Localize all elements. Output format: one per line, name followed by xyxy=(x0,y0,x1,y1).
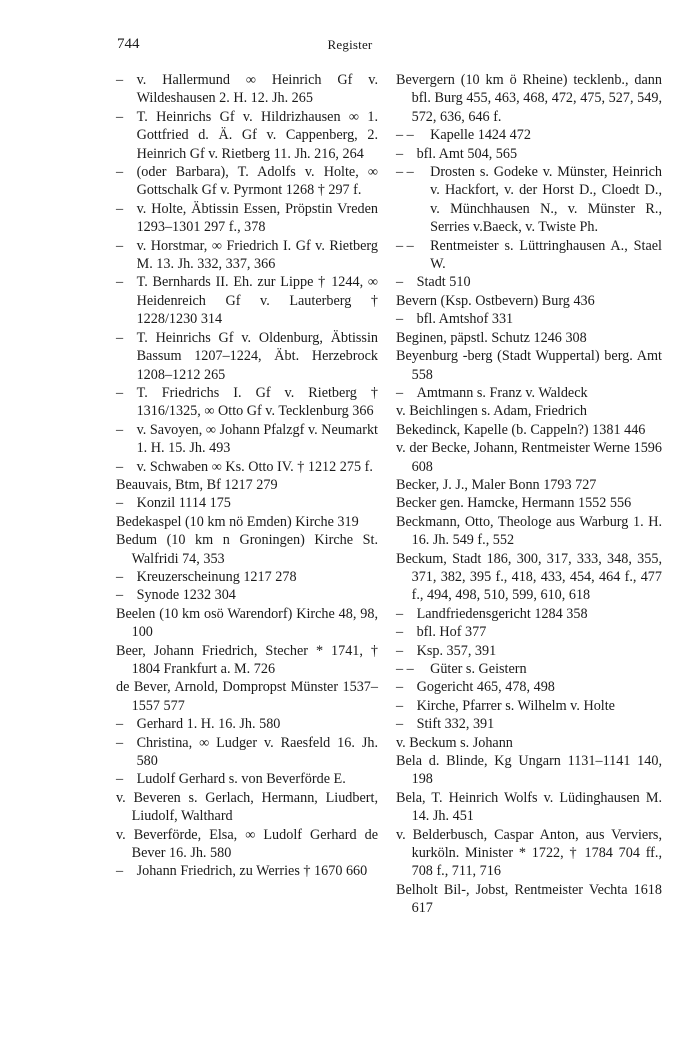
index-entry xyxy=(116,531,378,568)
index-entry xyxy=(396,678,662,696)
index-entry-text: v. Belderbusch, Caspar Anton, aus Verviers, kurköln. Minister * 1722, † 1784 704 ff., 708 f., 711, 716 xyxy=(396,826,662,880)
continuation-dash: – xyxy=(396,311,404,328)
continuation-dash: – xyxy=(116,568,124,585)
continuation-dash: – xyxy=(116,237,124,254)
index-entry xyxy=(396,292,662,310)
index-entry-text: Drosten s. Godeke v. Münster, Heinrich v. Hackfort, v. der Horst D., Cloedt D., v. Münchhausen N., v. Münster R., Serries v.Baeck, v. Twiste Ph. xyxy=(430,164,662,236)
index-entry-text: Becker gen. Hamcke, Hermann 1552 556 xyxy=(396,495,632,512)
index-entry xyxy=(396,550,662,605)
index-entry xyxy=(116,237,378,274)
index-entry-text: v. Horstmar, ∞ Friedrich I. Gf v. Rietberg M. 13. Jh. 332, 337, 366 xyxy=(136,237,378,273)
index-entry xyxy=(116,458,378,476)
index-entry-text: Kirche, Pfarrer s. Wilhelm v. Holte xyxy=(416,697,615,714)
index-entry-text: v. Beveren s. Gerlach, Hermann, Liudbert, Liudolf, Walthard xyxy=(116,789,378,825)
continuation-dash: – xyxy=(116,72,124,88)
continuation-dash: – – xyxy=(396,661,414,677)
continuation-dash: – xyxy=(116,734,124,751)
index-entry xyxy=(396,402,662,420)
index-entry-text: bfl. Amt 504, 565 xyxy=(416,145,518,162)
index-column-left xyxy=(116,71,378,881)
index-entry-text: Beyenburg -berg (Stadt Wuppertal) berg. Amt 558 xyxy=(396,348,662,383)
index-entry-text: Ksp. 357, 391 xyxy=(416,642,497,659)
index-entry xyxy=(396,623,662,641)
index-entry xyxy=(116,770,378,788)
index-entry-text: Landfriedensgericht 1284 358 xyxy=(416,605,588,622)
index-entry xyxy=(396,715,662,733)
index-entry-text: Konzil 1114 175 xyxy=(136,495,231,512)
index-entry-text: v. Beverförde, Elsa, ∞ Ludolf Gerhard de Bever 16. Jh. 580 xyxy=(116,826,378,862)
continuation-dash: – xyxy=(116,863,124,880)
index-entry xyxy=(116,862,378,880)
index-entry-text: v. Savoyen, ∞ Johann Pfalzgf v. Neumarkt 1. H. 15. Jh. 493 xyxy=(136,421,378,457)
index-entry-text: Kapelle 1424 472 xyxy=(430,127,531,144)
continuation-dash: – xyxy=(116,108,124,125)
index-entry-text: Beer, Johann Friedrich, Stecher * 1741, † 1804 Frankfurt a. M. 726 xyxy=(116,642,378,677)
index-entry-text: bfl. Hof 377 xyxy=(416,624,487,641)
index-entry xyxy=(396,494,662,512)
continuation-dash: – xyxy=(116,716,124,733)
index-entry-text: T. Bernhards II. Eh. zur Lippe † 1244, ∞ Heidenreich Gf v. Lauterberg † 1228/1230 314 xyxy=(136,274,378,328)
index-entry xyxy=(116,273,378,328)
index-entry-text: Johann Friedrich, zu Werries † 1670 660 xyxy=(136,863,368,880)
index-entry xyxy=(116,108,378,163)
index-entry xyxy=(396,384,662,402)
index-entry-text: v. Holte, Äbtissin Essen, Pröpstin Vreden 1293–1301 297 f., 378 xyxy=(136,200,378,236)
index-entry-text: v. Schwaben ∞ Ks. Otto IV. † 1212 275 f. xyxy=(136,458,373,475)
index-entry-text: T. Heinrichs Gf v. Oldenburg, Äbtissin Bassum 1207–1224, Äbt. Herzebrock 1208–1212 265 xyxy=(136,329,378,383)
continuation-dash: – xyxy=(396,605,404,622)
index-entry xyxy=(116,586,378,604)
index-entry xyxy=(116,789,378,826)
index-entry xyxy=(396,660,662,678)
index-entry-text: Stift 332, 391 xyxy=(416,716,495,733)
continuation-dash: – xyxy=(396,716,404,733)
continuation-dash: – xyxy=(396,697,404,714)
index-entry xyxy=(396,329,662,347)
index-entry xyxy=(116,421,378,458)
index-entry xyxy=(116,384,378,421)
index-entry-text: (oder Barbara), T. Adolfs v. Holte, ∞ Gottschalk Gf v. Pyrmont 1268 † 297 f. xyxy=(136,164,378,199)
index-entry-text: Beelen (10 km osö Warendorf) Kirche 48, 98, 100 xyxy=(116,605,378,641)
index-entry-text: Stadt 510 xyxy=(416,274,471,291)
continuation-dash: – xyxy=(116,164,124,181)
index-entry-text: Güter s. Geistern xyxy=(430,661,527,677)
index-entry xyxy=(116,715,378,733)
index-entry xyxy=(116,734,378,771)
index-entry xyxy=(116,200,378,237)
index-entry xyxy=(396,789,662,826)
index-entry xyxy=(116,71,378,108)
index-entry xyxy=(116,678,378,715)
continuation-dash: – – xyxy=(396,127,414,144)
index-entry-text: Becker, J. J., Maler Bonn 1793 727 xyxy=(396,476,597,493)
page-number: 744 xyxy=(117,36,140,52)
index-entry-text: Bekedinck, Kapelle (b. Cappeln?) 1381 446 xyxy=(396,421,646,438)
continuation-dash: – xyxy=(116,421,124,438)
index-entry-text: v. Beichlingen s. Adam, Friedrich xyxy=(396,403,587,420)
continuation-dash: – xyxy=(116,495,124,512)
continuation-dash: – xyxy=(396,274,404,291)
index-entry xyxy=(396,126,662,144)
continuation-dash: – xyxy=(396,679,404,696)
index-entry xyxy=(396,881,662,918)
index-entry xyxy=(396,347,662,384)
running-head: Register xyxy=(327,37,373,52)
index-entry-text: Amtmann s. Franz v. Waldeck xyxy=(416,384,588,401)
index-entry xyxy=(396,476,662,494)
index-entry xyxy=(116,513,378,531)
index-entry-text: Christina, ∞ Ludger v. Raesfeld 16. Jh. 580 xyxy=(136,734,378,770)
continuation-dash: – xyxy=(116,384,124,401)
index-entry xyxy=(116,642,378,679)
index-entry xyxy=(116,568,378,586)
index-entry xyxy=(396,513,662,550)
index-entry xyxy=(396,71,662,126)
continuation-dash: – – xyxy=(396,164,414,181)
index-entry xyxy=(396,734,662,752)
index-entry xyxy=(396,421,662,439)
index-entry xyxy=(396,826,662,881)
index-entry xyxy=(116,163,378,200)
index-entry-text: T. Friedrichs I. Gf v. Rietberg † 1316/1325, ∞ Otto Gf v. Tecklenburg 366 xyxy=(136,384,378,420)
continuation-dash: – xyxy=(396,624,404,641)
index-entry xyxy=(396,163,662,237)
index-entry-text: Bedum (10 km n Groningen) Kirche St. Walfridi 74, 353 xyxy=(116,532,378,567)
continuation-dash: – xyxy=(116,458,124,475)
index-entry-text: Rentmeister s. Lüttringhausen A., Stael W. xyxy=(430,237,662,273)
index-entry xyxy=(396,310,662,328)
index-entry xyxy=(116,476,378,494)
continuation-dash: – xyxy=(116,274,124,291)
index-entry xyxy=(396,605,662,623)
index-entry-text: Beginen, päpstl. Schutz 1246 308 xyxy=(396,329,587,346)
index-entry-text: Gerhard 1. H. 16. Jh. 580 xyxy=(136,716,281,733)
continuation-dash: – xyxy=(116,329,124,346)
index-entry-text: Gogericht 465, 478, 498 xyxy=(416,679,555,696)
index-entry-text: Beckum, Stadt 186, 300, 317, 333, 348, 355, 371, 382, 395 f., 418, 433, 454, 464 f., 477 f., 494, 498, 510, 599, 610, 618 xyxy=(396,550,662,604)
continuation-dash: – xyxy=(116,587,124,604)
continuation-dash: – xyxy=(396,145,404,162)
index-entry xyxy=(396,145,662,163)
index-entry xyxy=(116,826,378,863)
index-entry-text: Bedekaspel (10 km nö Emden) Kirche 319 xyxy=(116,513,359,530)
continuation-dash: – – xyxy=(396,237,414,254)
index-entry-text: Ludolf Gerhard s. von Beverförde E. xyxy=(136,771,346,788)
continuation-dash: – xyxy=(396,384,404,401)
index-entry-text: bfl. Amtshof 331 xyxy=(416,311,514,328)
continuation-dash: – xyxy=(116,771,124,788)
continuation-dash: – xyxy=(396,642,404,659)
index-entry xyxy=(396,752,662,789)
index-entry xyxy=(116,329,378,384)
index-entry xyxy=(116,605,378,642)
index-column-right xyxy=(396,71,662,918)
index-entry-text: Beckmann, Otto, Theologe aus Warburg 1. H. 16. Jh. 549 f., 552 xyxy=(396,513,662,549)
index-entry xyxy=(396,237,662,274)
continuation-dash: – xyxy=(116,200,124,217)
index-entry-text: T. Heinrichs Gf v. Hildrizhausen ∞ 1. Gottfried d. Ä. Gf v. Cappenberg, 2. Heinrich Gf v. Rietberg 11. Jh. 216, 264 xyxy=(136,108,378,162)
index-entry xyxy=(116,494,378,512)
index-entry-text: Bevern (Ksp. Ostbevern) Burg 436 xyxy=(396,292,595,309)
index-entry-text: v. Beckum s. Johann xyxy=(396,734,513,751)
index-entry xyxy=(396,642,662,660)
index-entry-text: Synode 1232 304 xyxy=(136,587,236,604)
index-entry xyxy=(396,439,662,476)
index-entry-text: Bela, T. Heinrich Wolfs v. Lüdinghausen M. 14. Jh. 451 xyxy=(396,789,662,825)
index-entry-text: de Bever, Arnold, Dompropst Münster 1537–1557 577 xyxy=(116,679,378,714)
index-entry xyxy=(396,697,662,715)
index-entry-text: Bevergern (10 km ö Rheine) tecklenb., dann bfl. Burg 455, 463, 468, 472, 475, 527, 549, 572, 636, 646 f. xyxy=(396,72,662,125)
index-entry xyxy=(396,273,662,291)
index-entry-text: v. der Becke, Johann, Rentmeister Werne 1596 608 xyxy=(396,440,662,475)
index-entry-text: v. Hallermund ∞ Heinrich Gf v. Wildeshausen 2. H. 12. Jh. 265 xyxy=(136,72,378,107)
index-entry-text: Beauvais, Btm, Bf 1217 279 xyxy=(116,476,278,493)
index-entry-text: Kreuzerscheinung 1217 278 xyxy=(136,568,297,585)
index-entry-text: Belholt Bil-, Jobst, Rentmeister Vechta 1618 617 xyxy=(396,881,662,917)
index-entry-text: Bela d. Blinde, Kg Ungarn 1131–1141 140, 198 xyxy=(396,753,662,788)
